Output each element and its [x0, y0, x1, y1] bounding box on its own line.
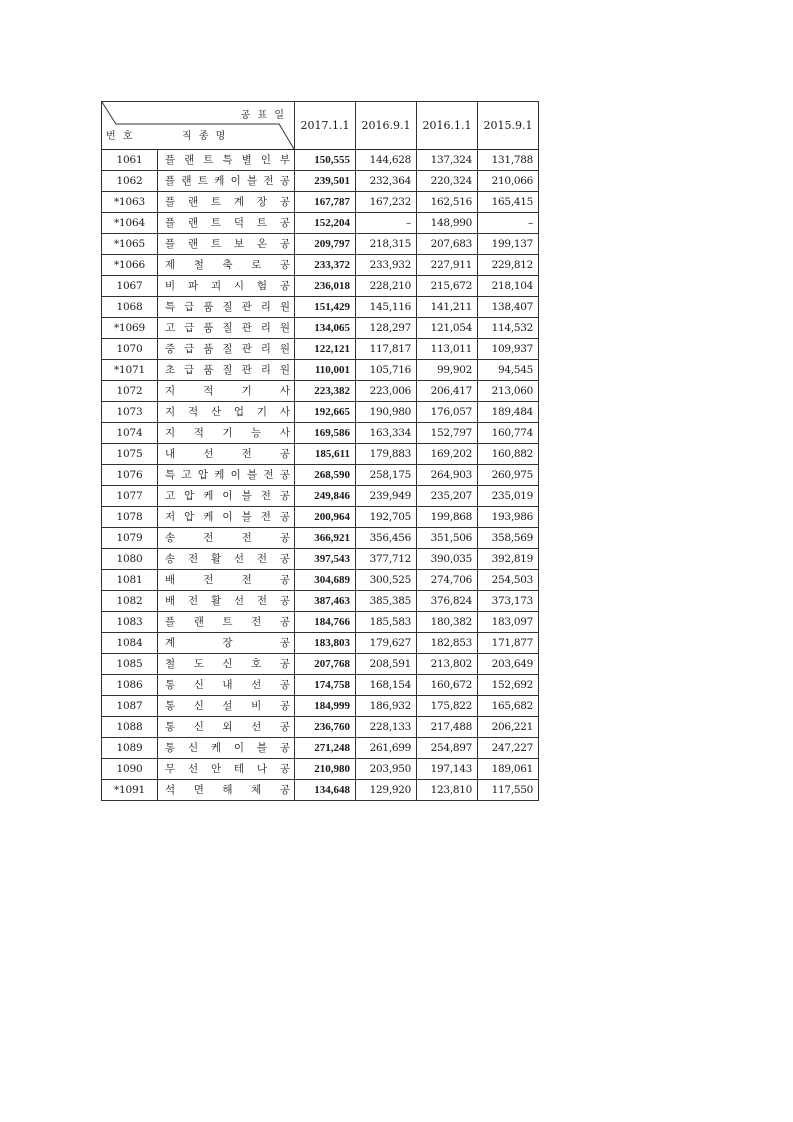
job-number-cell: 1075 — [102, 444, 158, 465]
wage-value-cell: 160,672 — [417, 675, 478, 696]
job-name-cell — [158, 402, 295, 423]
wage-value-cell: 210,980 — [295, 759, 356, 780]
table-row — [102, 780, 539, 801]
job-name-text: 특 급 품 질 관 리 원 — [165, 301, 290, 313]
wage-value-cell: 207,683 — [417, 234, 478, 255]
wage-value-cell: 229,812 — [478, 255, 539, 276]
job-name-cell — [158, 192, 295, 213]
job-name-text: 고 급 품 질 관 리 원 — [165, 322, 290, 334]
wage-value-cell: 169,202 — [417, 444, 478, 465]
job-name-text: 초 급 품 질 관 리 원 — [165, 364, 290, 376]
wage-value-cell: 179,883 — [356, 444, 417, 465]
job-name-cell — [158, 423, 295, 444]
wage-value-cell: 223,006 — [356, 381, 417, 402]
job-name-cell — [158, 381, 295, 402]
wage-value-cell: 105,716 — [356, 360, 417, 381]
job-number-cell: 1089 — [102, 738, 158, 759]
job-name-cell — [158, 486, 295, 507]
wage-value-cell: 128,297 — [356, 318, 417, 339]
job-number-cell: 1078 — [102, 507, 158, 528]
job-number-cell: *1071 — [102, 360, 158, 381]
wage-value-cell: 254,503 — [478, 570, 539, 591]
date-column-header: 2016.1.1 — [417, 102, 478, 150]
wage-value-cell: 129,920 — [356, 780, 417, 801]
job-name-text: 비 파 괴 시 험 공 — [165, 280, 290, 292]
job-number-cell: 1073 — [102, 402, 158, 423]
wage-value-cell: 358,569 — [478, 528, 539, 549]
wage-value-cell: 165,415 — [478, 192, 539, 213]
table-row — [102, 276, 539, 297]
job-name-cell — [158, 171, 295, 192]
job-number-cell: 1082 — [102, 591, 158, 612]
wage-value-cell: 247,227 — [478, 738, 539, 759]
wage-value-cell: 174,758 — [295, 675, 356, 696]
job-number-cell: 1074 — [102, 423, 158, 444]
wage-value-cell: 171,877 — [478, 633, 539, 654]
wage-value-cell: 148,990 — [417, 213, 478, 234]
wage-value-cell: 169,586 — [295, 423, 356, 444]
table-row — [102, 339, 539, 360]
job-name-text: 플 랜 트 덕 트 공 — [165, 217, 290, 229]
wage-value-cell: 274,706 — [417, 570, 478, 591]
wage-value-cell: 264,903 — [417, 465, 478, 486]
wage-value-cell: 235,019 — [478, 486, 539, 507]
table-row — [102, 675, 539, 696]
job-name-cell — [158, 528, 295, 549]
job-name-text: 송 전 활 선 전 공 — [165, 553, 290, 565]
job-name-text: 송 전 전 공 — [165, 532, 290, 544]
table-row — [102, 150, 539, 171]
wage-value-cell: 152,797 — [417, 423, 478, 444]
wage-value-cell: 258,175 — [356, 465, 417, 486]
job-name-cell — [158, 696, 295, 717]
job-header-label: 직 종 명 — [182, 131, 228, 142]
job-number-cell: 1077 — [102, 486, 158, 507]
job-number-cell: 1076 — [102, 465, 158, 486]
table-row — [102, 612, 539, 633]
wage-value-cell: 193,986 — [478, 507, 539, 528]
wage-value-cell: 117,550 — [478, 780, 539, 801]
job-number-cell: *1066 — [102, 255, 158, 276]
wage-value-cell: 185,583 — [356, 612, 417, 633]
table-row — [102, 381, 539, 402]
job-name-text: 내 선 전 공 — [165, 448, 290, 460]
job-name-text: 배 전 전 공 — [165, 574, 290, 586]
job-name-text: 제 철 축 로 공 — [165, 259, 290, 271]
table-row — [102, 297, 539, 318]
table-row — [102, 486, 539, 507]
wage-value-cell: 122,121 — [295, 339, 356, 360]
job-name-cell — [158, 633, 295, 654]
job-name-text: 플 랜 트 케 이 블 전 공 — [165, 175, 290, 187]
job-name-cell — [158, 255, 295, 276]
wage-value-cell: 199,137 — [478, 234, 539, 255]
job-name-text: 지 적 산 업 기 사 — [165, 406, 290, 418]
job-name-text: 플 랜 트 보 온 공 — [165, 238, 290, 250]
wage-value-cell: 213,802 — [417, 654, 478, 675]
table-header — [102, 102, 539, 150]
job-number-cell: 1062 — [102, 171, 158, 192]
table-row — [102, 402, 539, 423]
job-name-cell — [158, 759, 295, 780]
wage-value-cell: 213,060 — [478, 381, 539, 402]
wage-table — [101, 101, 539, 801]
wage-value-cell: 223,382 — [295, 381, 356, 402]
wage-value-cell: 121,054 — [417, 318, 478, 339]
wage-value-cell: 151,429 — [295, 297, 356, 318]
wage-value-cell: 218,104 — [478, 276, 539, 297]
job-name-cell — [158, 675, 295, 696]
job-name-text: 계 장 공 — [165, 637, 290, 649]
job-number-cell: 1080 — [102, 549, 158, 570]
table-row — [102, 549, 539, 570]
job-number-cell: 1070 — [102, 339, 158, 360]
job-name-cell — [158, 507, 295, 528]
job-name-text: 플 랜 트 특 별 인 부 — [165, 154, 290, 166]
table-row — [102, 192, 539, 213]
table-row — [102, 444, 539, 465]
wage-value-cell: 392,819 — [478, 549, 539, 570]
wage-value-cell: 175,822 — [417, 696, 478, 717]
wage-value-cell: 167,787 — [295, 192, 356, 213]
wage-value-cell: 236,760 — [295, 717, 356, 738]
wage-value-cell: 397,543 — [295, 549, 356, 570]
wage-value-cell: 200,964 — [295, 507, 356, 528]
wage-value-cell: 390,035 — [417, 549, 478, 570]
wage-value-cell: 186,932 — [356, 696, 417, 717]
wage-value-cell: 160,774 — [478, 423, 539, 444]
job-name-cell — [158, 339, 295, 360]
wage-value-cell: 182,853 — [417, 633, 478, 654]
date-column-header: 2017.1.1 — [295, 102, 356, 150]
wage-value-cell: 220,324 — [417, 171, 478, 192]
job-number-cell: 1087 — [102, 696, 158, 717]
wage-value-cell: 114,532 — [478, 318, 539, 339]
job-name-cell — [158, 213, 295, 234]
wage-value-cell: 215,672 — [417, 276, 478, 297]
wage-value-cell: 217,488 — [417, 717, 478, 738]
date-column-header: 2016.9.1 — [356, 102, 417, 150]
wage-value-cell: 189,061 — [478, 759, 539, 780]
wage-value-cell: 192,705 — [356, 507, 417, 528]
wage-value-cell: 232,364 — [356, 171, 417, 192]
job-name-text: 철 도 신 호 공 — [165, 658, 290, 670]
table-row — [102, 360, 539, 381]
table-row — [102, 255, 539, 276]
job-name-text: 통 신 케 이 블 공 — [165, 742, 290, 754]
job-number-cell: *1063 — [102, 192, 158, 213]
wage-value-cell: 300,525 — [356, 570, 417, 591]
wage-value-cell: 134,648 — [295, 780, 356, 801]
job-name-cell — [158, 549, 295, 570]
job-number-cell: 1083 — [102, 612, 158, 633]
wage-value-cell: 385,385 — [356, 591, 417, 612]
job-name-text: 저 압 케 이 블 전 공 — [165, 511, 290, 523]
diagonal-header-cell — [102, 102, 295, 150]
table-row — [102, 465, 539, 486]
wage-value-cell: 117,817 — [356, 339, 417, 360]
job-name-text: 플 랜 트 전 공 — [165, 616, 290, 628]
job-name-cell — [158, 150, 295, 171]
wage-value-cell: – — [478, 213, 539, 234]
job-number-cell: 1088 — [102, 717, 158, 738]
wage-value-cell: 197,143 — [417, 759, 478, 780]
table-row — [102, 318, 539, 339]
job-number-cell: 1086 — [102, 675, 158, 696]
wage-value-cell: 203,649 — [478, 654, 539, 675]
table-row — [102, 591, 539, 612]
wage-value-cell: 228,133 — [356, 717, 417, 738]
wage-value-cell: 254,897 — [417, 738, 478, 759]
wage-value-cell: 376,824 — [417, 591, 478, 612]
wage-value-cell: 162,516 — [417, 192, 478, 213]
wage-value-cell: 192,665 — [295, 402, 356, 423]
table-row — [102, 738, 539, 759]
wage-value-cell: 185,611 — [295, 444, 356, 465]
table-row — [102, 759, 539, 780]
table-row — [102, 507, 539, 528]
job-name-text: 배 전 활 선 전 공 — [165, 595, 290, 607]
table-row — [102, 696, 539, 717]
wage-value-cell: 351,506 — [417, 528, 478, 549]
wage-value-cell: 203,950 — [356, 759, 417, 780]
wage-value-cell: 109,937 — [478, 339, 539, 360]
job-number-cell: 1072 — [102, 381, 158, 402]
wage-value-cell: 356,456 — [356, 528, 417, 549]
job-number-cell: 1079 — [102, 528, 158, 549]
header-row — [102, 102, 539, 150]
wage-value-cell: 183,803 — [295, 633, 356, 654]
job-number-cell: 1081 — [102, 570, 158, 591]
job-name-text: 석 면 해 체 공 — [165, 784, 290, 796]
wage-value-cell: 261,699 — [356, 738, 417, 759]
job-name-cell — [158, 738, 295, 759]
wage-value-cell: 144,628 — [356, 150, 417, 171]
wage-value-cell: 131,788 — [478, 150, 539, 171]
date-column-header: 2015.9.1 — [478, 102, 539, 150]
job-number-cell: *1091 — [102, 780, 158, 801]
job-number-cell: *1064 — [102, 213, 158, 234]
job-name-cell — [158, 591, 295, 612]
table-row — [102, 213, 539, 234]
wage-value-cell: 176,057 — [417, 402, 478, 423]
number-header-label: 번 호 — [106, 131, 135, 142]
wage-value-cell: 113,011 — [417, 339, 478, 360]
table-row — [102, 528, 539, 549]
wage-value-cell: 99,902 — [417, 360, 478, 381]
job-name-cell — [158, 318, 295, 339]
wage-value-cell: 236,018 — [295, 276, 356, 297]
job-name-cell — [158, 570, 295, 591]
table-row — [102, 633, 539, 654]
wage-value-cell: 138,407 — [478, 297, 539, 318]
job-name-text: 고 압 케 이 블 전 공 — [165, 490, 290, 502]
wage-value-cell: 160,882 — [478, 444, 539, 465]
wage-value-cell: 110,001 — [295, 360, 356, 381]
wage-value-cell: 165,682 — [478, 696, 539, 717]
job-name-text: 지 적 기 능 사 — [165, 427, 290, 439]
job-name-cell — [158, 654, 295, 675]
wage-value-cell: 207,768 — [295, 654, 356, 675]
job-name-cell — [158, 465, 295, 486]
wage-value-cell: 206,417 — [417, 381, 478, 402]
wage-value-cell: 137,324 — [417, 150, 478, 171]
wage-value-cell: 209,797 — [295, 234, 356, 255]
job-name-text: 통 신 설 비 공 — [165, 700, 290, 712]
wage-value-cell: 260,975 — [478, 465, 539, 486]
job-number-cell: *1065 — [102, 234, 158, 255]
wage-value-cell: 150,555 — [295, 150, 356, 171]
job-number-cell: 1068 — [102, 297, 158, 318]
wage-value-cell: 183,097 — [478, 612, 539, 633]
wage-value-cell: 249,846 — [295, 486, 356, 507]
table-row — [102, 654, 539, 675]
job-name-cell — [158, 780, 295, 801]
wage-value-cell: 189,484 — [478, 402, 539, 423]
wage-value-cell: 387,463 — [295, 591, 356, 612]
job-name-cell — [158, 297, 295, 318]
job-number-cell: 1061 — [102, 150, 158, 171]
wage-value-cell: 167,232 — [356, 192, 417, 213]
wage-value-cell: 179,627 — [356, 633, 417, 654]
wage-value-cell: 152,692 — [478, 675, 539, 696]
wage-value-cell: 239,949 — [356, 486, 417, 507]
job-number-cell: 1067 — [102, 276, 158, 297]
wage-value-cell: 180,382 — [417, 612, 478, 633]
wage-value-cell: 134,065 — [295, 318, 356, 339]
job-number-cell: 1085 — [102, 654, 158, 675]
wage-value-cell: 233,932 — [356, 255, 417, 276]
wage-value-cell: 94,545 — [478, 360, 539, 381]
job-name-cell — [158, 717, 295, 738]
wage-value-cell: 145,116 — [356, 297, 417, 318]
job-name-text: 통 신 내 선 공 — [165, 679, 290, 691]
wage-value-cell: 210,066 — [478, 171, 539, 192]
job-name-text: 통 신 외 선 공 — [165, 721, 290, 733]
job-name-cell — [158, 612, 295, 633]
job-name-text: 플 랜 트 계 장 공 — [165, 196, 290, 208]
wage-value-cell: 168,154 — [356, 675, 417, 696]
wage-value-cell: 377,712 — [356, 549, 417, 570]
wage-value-cell: 184,999 — [295, 696, 356, 717]
wage-value-cell: 304,689 — [295, 570, 356, 591]
table-row — [102, 234, 539, 255]
job-name-text: 중 급 품 질 관 리 원 — [165, 343, 290, 355]
wage-value-cell: 208,591 — [356, 654, 417, 675]
wage-value-cell: 235,207 — [417, 486, 478, 507]
date-header-label: 공 표 일 — [240, 110, 286, 121]
wage-value-cell: 271,248 — [295, 738, 356, 759]
wage-value-cell: 152,204 — [295, 213, 356, 234]
job-number-cell: 1090 — [102, 759, 158, 780]
table-row — [102, 570, 539, 591]
table-row — [102, 423, 539, 444]
job-number-cell: 1084 — [102, 633, 158, 654]
job-name-text: 특 고 압 케 이 블 전 공 — [165, 469, 290, 481]
wage-value-cell: 199,868 — [417, 507, 478, 528]
wage-value-cell: – — [356, 213, 417, 234]
wage-value-cell: 206,221 — [478, 717, 539, 738]
table-row — [102, 171, 539, 192]
wage-value-cell: 366,921 — [295, 528, 356, 549]
wage-value-cell: 123,810 — [417, 780, 478, 801]
table-body — [102, 150, 539, 801]
job-name-cell — [158, 234, 295, 255]
wage-value-cell: 233,372 — [295, 255, 356, 276]
wage-value-cell: 268,590 — [295, 465, 356, 486]
job-name-cell — [158, 444, 295, 465]
wage-value-cell: 239,501 — [295, 171, 356, 192]
job-name-cell — [158, 276, 295, 297]
job-number-cell: *1069 — [102, 318, 158, 339]
wage-value-cell: 184,766 — [295, 612, 356, 633]
wage-value-cell: 373,173 — [478, 591, 539, 612]
job-name-cell — [158, 360, 295, 381]
wage-value-cell: 218,315 — [356, 234, 417, 255]
wage-value-cell: 228,210 — [356, 276, 417, 297]
job-name-text: 무 선 안 테 나 공 — [165, 763, 290, 775]
wage-value-cell: 163,334 — [356, 423, 417, 444]
table-row — [102, 717, 539, 738]
wage-value-cell: 190,980 — [356, 402, 417, 423]
wage-value-cell: 227,911 — [417, 255, 478, 276]
job-name-text: 지 적 기 사 — [165, 385, 290, 397]
wage-value-cell: 141,211 — [417, 297, 478, 318]
